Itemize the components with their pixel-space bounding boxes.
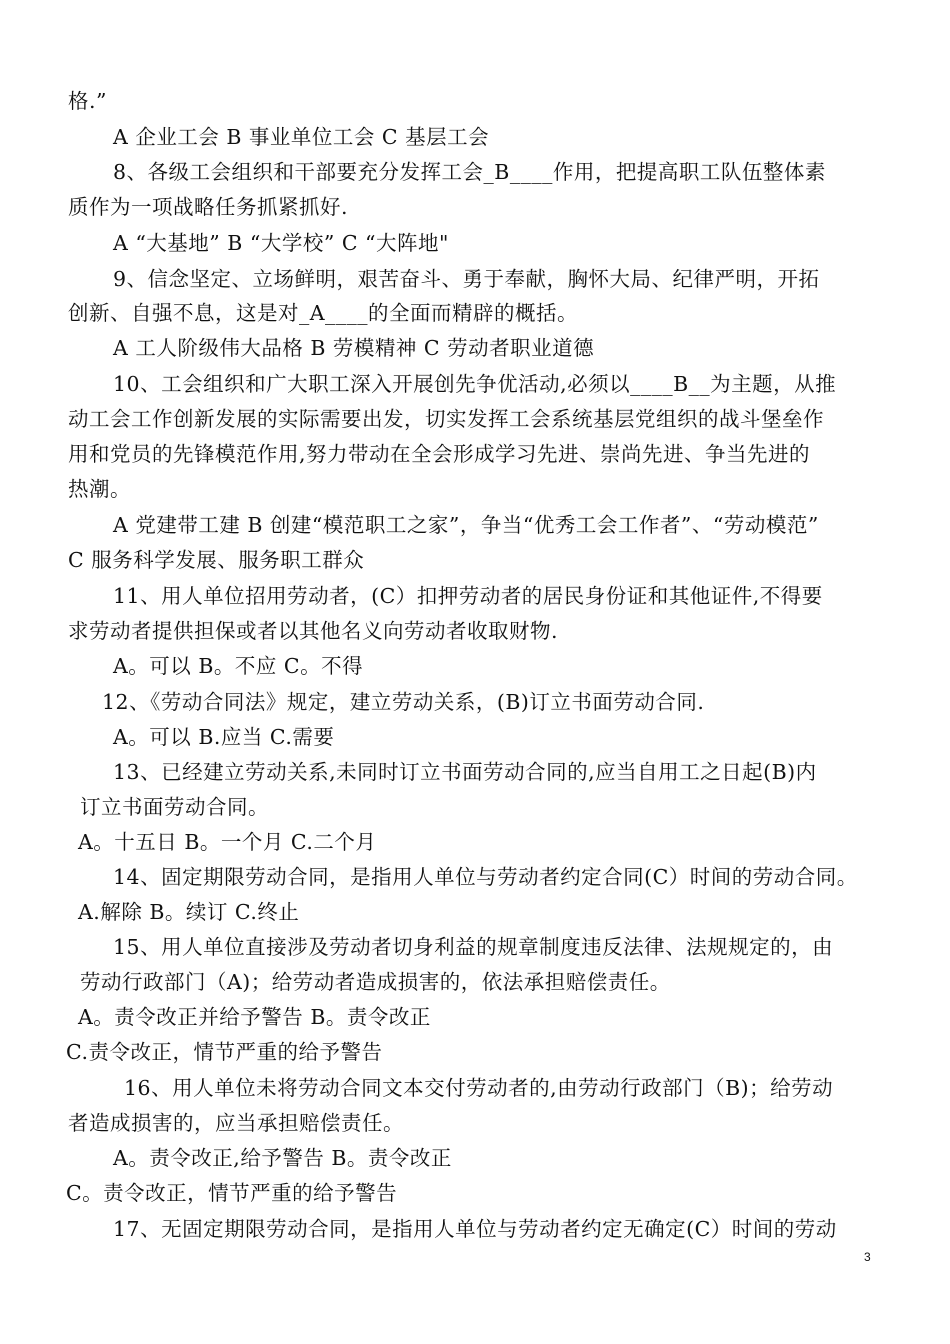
answer-options: A 党建带工建 B 创建“模范职工之家”，争当“优秀工会工作者”、“劳动模范” bbox=[113, 513, 819, 537]
question-11: 11、用人单位招用劳动者，(C）扣押劳动者的居民身份证和其他证件,不得要 bbox=[113, 584, 823, 608]
text-line: 者造成损害的，应当承担赔偿责任。 bbox=[68, 1111, 404, 1135]
answer-options: A。可以 B.应当 C.需要 bbox=[113, 725, 335, 749]
question-14: 14、固定期限劳动合同，是指用人单位与劳动者约定合同(C）时间的劳动合同。 bbox=[113, 865, 858, 889]
question-13: 13、已经建立劳动关系,未同时订立书面劳动合同的,应当自用工之日起(B)内 bbox=[113, 760, 817, 784]
question-12: 12、《劳动合同法》规定，建立劳动关系，(B)订立书面劳动合同. bbox=[102, 690, 705, 714]
text-line: 求劳动者提供担保或者以其他名义向劳动者收取财物. bbox=[68, 619, 559, 643]
question-10: 10、工会组织和广大职工深入开展创先争优活动,必须以____B__为主题，从推 bbox=[113, 372, 837, 396]
answer-options: C.责令改正，情节严重的给予警告 bbox=[66, 1040, 383, 1064]
answer-options: A。责令改正并给予警告 B。责令改正 bbox=[78, 1005, 431, 1029]
answer-options: A 工人阶级伟大品格 B 劳模精神 C 劳动者职业道德 bbox=[113, 336, 595, 360]
question-15: 15、用人单位直接涉及劳动者切身利益的规章制度违反法律、法规规定的，由 bbox=[113, 935, 834, 959]
question-17: 17、无固定期限劳动合同，是指用人单位与劳动者约定无确定(C）时间的劳动 bbox=[113, 1217, 837, 1241]
answer-options: A “大基地” B “大学校” C “大阵地" bbox=[113, 231, 449, 255]
answer-options: A。十五日 B。一个月 C.二个月 bbox=[78, 830, 377, 854]
question-9: 9、信念坚定、立场鲜明，艰苦奋斗、勇于奉献，胸怀大局、纪律严明，开拓 bbox=[113, 267, 820, 291]
text-line: 热潮。 bbox=[68, 477, 131, 501]
text-line: 劳动行政部门（A)；给劳动者造成损害的，依法承担赔偿责任。 bbox=[80, 970, 671, 994]
text-line: 质作为一项战略任务抓紧抓好. bbox=[68, 195, 349, 219]
answer-options: A.解除 B。续订 C.终止 bbox=[78, 900, 300, 924]
text-line: 创新、自强不息，这是对_A____的全面而精辟的概括。 bbox=[68, 301, 579, 325]
page-number: 3 bbox=[864, 1250, 871, 1264]
answer-options: A。责令改正,给予警告 B。责令改正 bbox=[113, 1146, 452, 1170]
question-16: 16、用人单位未将劳动合同文本交付劳动者的,由劳动行政部门（B)；给劳动 bbox=[124, 1076, 834, 1100]
question-8: 8、各级工会组织和干部要充分发挥工会_B____作用，把提高职工队伍整体素 bbox=[113, 160, 826, 184]
answer-options: C。责令改正，情节严重的给予警告 bbox=[66, 1181, 398, 1205]
text-line: 动工会工作创新发展的实际需要出发，切实发挥工会系统基层党组织的战斗堡垒作 bbox=[68, 407, 824, 431]
answer-options: A 企业工会 B 事业单位工会 C 基层工会 bbox=[113, 125, 490, 149]
text-line: 用和党员的先锋模范作用,努力带动在全会形成学习先进、崇尚先进、争当先进的 bbox=[68, 442, 811, 466]
text-line: 格.” bbox=[68, 89, 107, 113]
answer-options: A。可以 B。不应 C。不得 bbox=[113, 654, 364, 678]
text-line: 订立书面劳动合同。 bbox=[80, 795, 269, 819]
answer-options: C 服务科学发展、服务职工群众 bbox=[68, 548, 365, 572]
